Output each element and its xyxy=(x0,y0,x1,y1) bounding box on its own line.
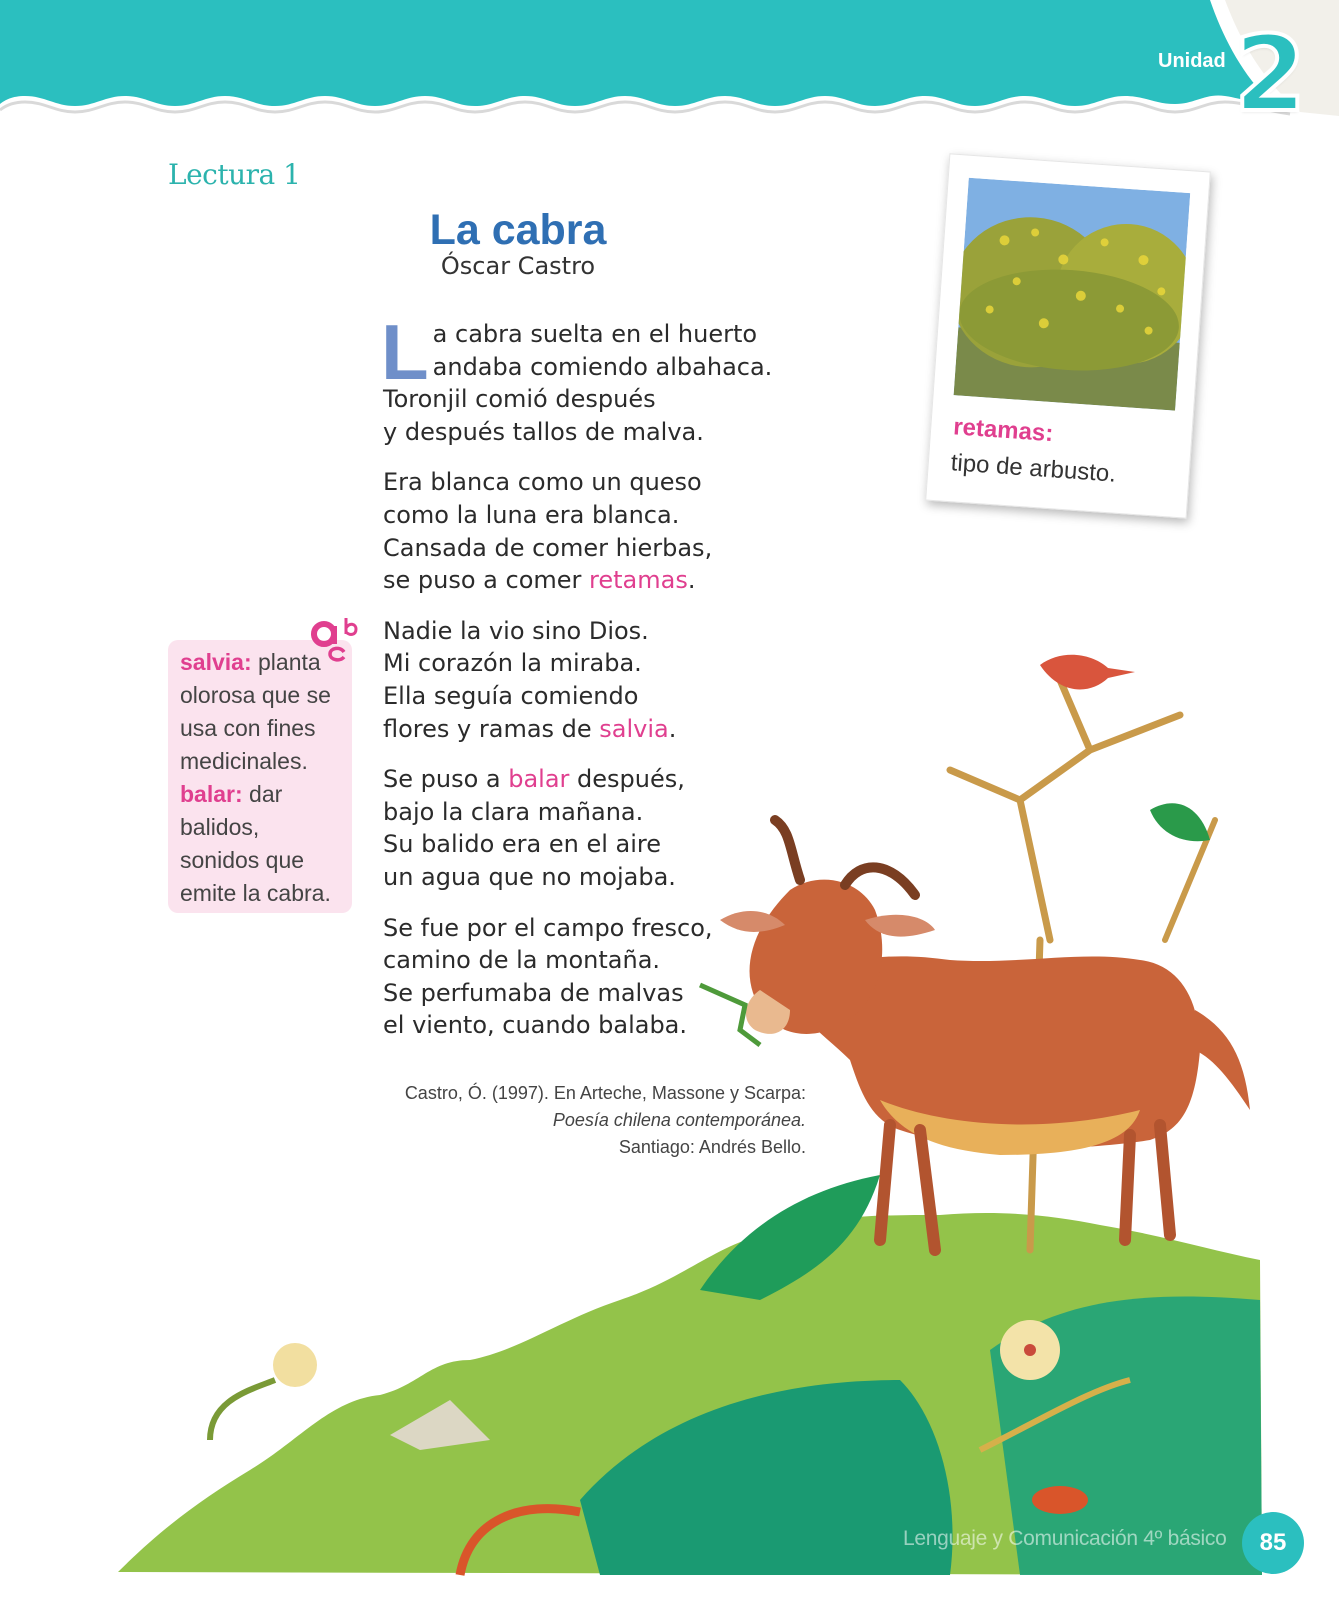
poem-line: Nadie la vio sino Dios. xyxy=(383,616,649,645)
footer-subject: Lenguaje y Comunicación 4º básico xyxy=(903,1527,1227,1550)
line-text: . xyxy=(687,566,696,595)
unit-label: Unidad xyxy=(1158,50,1226,72)
poem-line: un agua que no mojaba. xyxy=(383,862,676,891)
reading-label: Lectura 1 xyxy=(168,158,301,191)
stanza-4 xyxy=(383,763,823,893)
poem-line xyxy=(383,564,823,597)
glossary-word-salvia: salvia xyxy=(599,714,669,743)
line-text: Se puso a xyxy=(383,765,509,794)
photo-caption-definition: tipo de arbusto. xyxy=(949,449,1117,488)
stanza-5 xyxy=(383,912,823,1042)
poem-line: Toronjil comió después xyxy=(383,385,656,414)
glossary-term: balar: xyxy=(180,781,243,807)
poem-title: La cabra xyxy=(429,206,607,254)
poem-line: a cabra suelta en el huerto xyxy=(432,320,758,348)
vocabulary-abc-icon xyxy=(310,612,358,666)
poem-author: Óscar Castro xyxy=(440,252,596,280)
poem-line: Su balido era en el aire xyxy=(383,830,662,859)
poem-line: como la luna era blanca. xyxy=(383,500,680,529)
glossary-box xyxy=(168,640,352,913)
line-text: después, xyxy=(569,765,685,794)
poem-line: Mi corazón la miraba. xyxy=(383,649,642,678)
poem-line: Era blanca como un queso xyxy=(383,468,702,497)
poem-line: bajo la clara mañana. xyxy=(383,797,644,826)
poem-line: y después tallos de malva. xyxy=(383,417,704,446)
glossary-entry-balar xyxy=(180,778,342,910)
poem-line: el viento, cuando balaba. xyxy=(383,1011,688,1040)
poem-line xyxy=(383,763,823,796)
glossary-definition: dar balidos, sonidos que emite la cabra. xyxy=(180,781,331,906)
photo-caption-term: retamas: xyxy=(952,413,1055,448)
photo-card xyxy=(925,153,1211,518)
line-text: . xyxy=(668,714,677,743)
poem-line: Cansada de comer hierbas, xyxy=(383,533,713,562)
stanza-2 xyxy=(383,466,823,596)
poem-line: Se fue por el campo fresco, xyxy=(383,913,713,942)
retama-shrub-photo xyxy=(954,178,1191,411)
header-band xyxy=(0,0,1339,135)
poem-line xyxy=(383,713,823,746)
page-number: 85 xyxy=(1242,1512,1304,1574)
line-text: flores y ramas de xyxy=(383,714,600,743)
glossary-definition: planta olorosa que se usa con fines medicinales. xyxy=(180,649,331,774)
source-citation xyxy=(380,1080,806,1161)
glossary-word-balar: balar xyxy=(508,765,570,794)
poem-line: Ella seguía comiendo xyxy=(383,681,639,710)
glossary-term: salvia: xyxy=(180,649,252,675)
poem-line: andaba comiendo albahaca. xyxy=(432,352,773,381)
poem-body xyxy=(381,308,823,1060)
stanza-3 xyxy=(383,615,823,745)
poem-line: camino de la montaña. xyxy=(383,946,661,975)
stanza-1 xyxy=(381,308,823,448)
poem-line: Se perfumaba de malvas xyxy=(383,978,684,1007)
drop-cap: L xyxy=(381,308,429,396)
citation-book-title: Poesía chilena contemporánea. xyxy=(552,1110,806,1130)
citation-line: Santiago: Andrés Bello. xyxy=(618,1137,806,1157)
unit-number: 2 xyxy=(1234,13,1307,135)
citation-line: Castro, Ó. (1997). En Arteche, Massone y Scarpa: xyxy=(404,1083,806,1103)
glossary-word-retamas: retamas xyxy=(589,566,688,595)
line-text: se puso a comer xyxy=(383,566,590,595)
